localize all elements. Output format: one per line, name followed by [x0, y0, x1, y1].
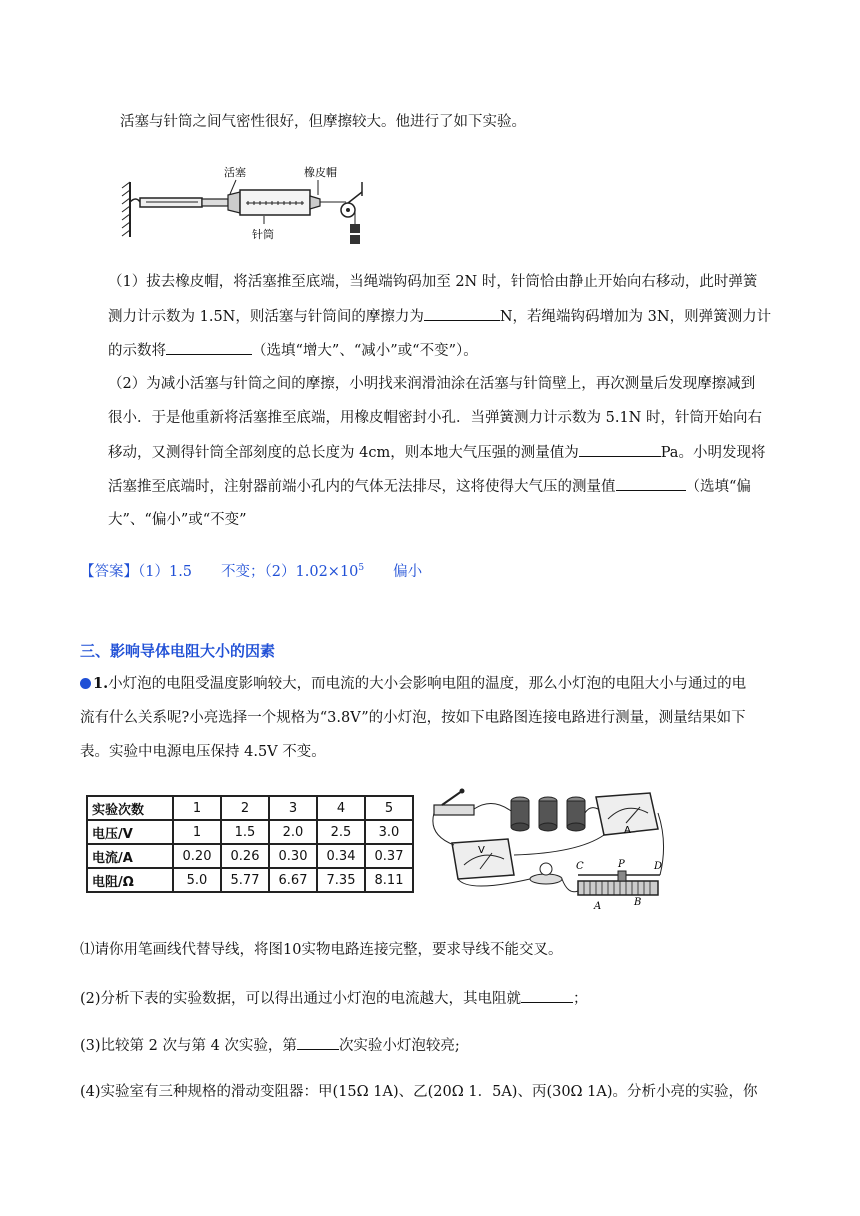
table-row — [87, 820, 413, 844]
label-barrel: 针筒 — [252, 228, 274, 241]
question-3-text-a: (3)比较第 2 次与第 4 次实验，第 — [80, 1038, 297, 1054]
table-cell: 0.20 — [173, 844, 221, 868]
table-cell: 0.30 — [269, 844, 317, 868]
q2-line5: 大”、“偏小”或“不变” — [108, 512, 247, 528]
label-piston: 活塞 — [224, 166, 246, 179]
q2-line3-text-b: Pa。小明发现将 — [660, 445, 766, 461]
q1-line3-text-a: 的示数将 — [108, 343, 166, 359]
rheostat-label-b: B — [634, 897, 642, 908]
q1-line2 — [108, 306, 771, 327]
table-cell: 1.5 — [221, 820, 269, 844]
q2-measurement-blank[interactable] — [616, 476, 686, 491]
table-cell: 8.11 — [365, 868, 413, 892]
answer-exponent: 5 — [358, 563, 365, 573]
question-2-blank[interactable] — [521, 988, 573, 1003]
voltmeter — [452, 839, 514, 879]
section-title: 三、影响导体电阻大小的因素 — [80, 642, 276, 660]
table-row — [87, 868, 413, 892]
q2-line1: （2）为减小活塞与针筒之间的摩擦，小明找来润滑油涂在活塞与针筒壁上，再次测量后发现摩擦减到 — [108, 376, 756, 392]
answer-line — [80, 558, 422, 582]
q1-line3 — [108, 340, 478, 361]
problem1-line1 — [80, 674, 746, 694]
table-cell: 3.0 — [365, 820, 413, 844]
table-cell: 电阻/Ω — [87, 868, 173, 892]
syringe-figure — [118, 162, 368, 254]
answer-part1: （1）1.5 不变；（2）1.02×10 — [138, 563, 359, 580]
table-cell: 电流/A — [87, 844, 173, 868]
rheostat-label-d: D — [654, 861, 663, 872]
switch-lever — [442, 791, 462, 805]
q1-line3-text-b: （选填“增大”、“减小”或“不变”）。 — [252, 343, 478, 359]
answer-part2: 偏小 — [364, 563, 423, 580]
q2-line4-text-b: （选填“偏 — [685, 479, 751, 495]
table-cell: 1 — [173, 820, 221, 844]
table-cell: 0.37 — [365, 844, 413, 868]
table-header-cell: 2 — [221, 796, 269, 820]
rheostat-label-a: A — [594, 901, 602, 912]
label-rubber-cap: 橡皮帽 — [304, 166, 337, 179]
question-2-text-b: ； — [573, 991, 588, 1007]
question-3-text-b: 次实验小灯泡较亮; — [338, 1038, 460, 1054]
q1-line2-text-a: 测力计示数为 1.5N，则活塞与针筒间的摩擦力为 — [108, 309, 424, 325]
question-2 — [80, 988, 588, 1009]
question-2-text-a: (2)分析下表的实验数据，可以得出通过小灯泡的电流越大，其电阻就 — [80, 991, 522, 1007]
circuit-figure — [428, 783, 668, 915]
table-header-cell: 1 — [173, 796, 221, 820]
question-3 — [80, 1035, 460, 1056]
ammeter — [596, 793, 658, 836]
battery-pack — [511, 797, 585, 831]
q1-reading-blank[interactable] — [166, 340, 252, 355]
table-header-cell: 5 — [365, 796, 413, 820]
table-cell: 0.34 — [317, 844, 365, 868]
bullet-icon — [80, 678, 91, 689]
problem-number: 1. — [93, 675, 109, 692]
table-header-cell: 3 — [269, 796, 317, 820]
lamp — [530, 863, 562, 884]
table-cell: 0.26 — [221, 844, 269, 868]
ammeter-label: A — [624, 825, 631, 836]
problem1-line2: 流有什么关系呢?小亮选择一个规格为“3.8V”的小灯泡，按如下电路图连接电路进行测量，测量结果如下 — [80, 710, 746, 726]
q1-line1: （1）拔去橡皮帽，将活塞推至底端，当绳端钩码加至 2N 时，针筒恰由静止开始向右移动，此时弹簧 — [108, 274, 758, 290]
table-cell: 7.35 — [317, 868, 365, 892]
answer-tag: 【答案】 — [80, 563, 138, 580]
q2-line4 — [108, 476, 751, 497]
q2-line2: 很小．于是他重新将活塞推至底端，用橡皮帽密封小孔．当弹簧测力计示数为 5.1N 时，针筒开始向右 — [108, 410, 762, 426]
q2-pressure-blank[interactable] — [579, 442, 661, 457]
table-cell: 2.5 — [317, 820, 365, 844]
switch-base — [434, 805, 474, 815]
q2-line4-text-a: 活塞推至底端时，注射器前端小孔内的气体无法排尽，这将使得大气压的测量值 — [108, 479, 616, 495]
rheostat-label-p: P — [618, 859, 625, 870]
table-cell: 5.0 — [173, 868, 221, 892]
rheostat-label-c: C — [576, 861, 584, 872]
q2-line3-text-a: 移动，又测得针筒全部刻度的总长度为 4cm，则本地大气压强的测量值为 — [108, 445, 579, 461]
question-4: (4)实验室有三种规格的滑动变阻器：甲(15Ω 1A)、乙(20Ω 1．5A)、丙(30Ω 1A)。分析小亮的实验，你 — [80, 1084, 758, 1100]
table-row — [87, 844, 413, 868]
table-header-cell: 实验次数 — [87, 796, 173, 820]
table-header-cell: 4 — [317, 796, 365, 820]
question-1: ⑴请你用笔画线代替导线，将图10实物电路连接完整，要求导线不能交叉。 — [80, 942, 563, 958]
table-cell: 5.77 — [221, 868, 269, 892]
voltmeter-label: V — [478, 845, 485, 856]
table-cell: 2.0 — [269, 820, 317, 844]
question-3-blank[interactable] — [297, 1035, 339, 1050]
table-cell: 6.67 — [269, 868, 317, 892]
q1-friction-blank[interactable] — [424, 306, 500, 321]
table-header-row — [87, 796, 413, 820]
rheostat — [576, 859, 662, 912]
intro-line: 活塞与针筒之间气密性很好，但摩擦较大。他进行了如下实验。 — [120, 114, 526, 130]
data-table — [86, 795, 414, 893]
q1-line2-text-b: N，若绳端钩码增加为 3N，则弹簧测力计 — [499, 309, 772, 325]
problem1-line3: 表。实验中电源电压保持 4.5V 不变。 — [80, 744, 326, 760]
q2-line3 — [108, 442, 765, 463]
problem1-line1-text: 小灯泡的电阻受温度影响较大，而电流的大小会影响电阻的温度，那么小灯泡的电阻大小与通过的电 — [108, 676, 747, 692]
table-cell: 电压/V — [87, 820, 173, 844]
